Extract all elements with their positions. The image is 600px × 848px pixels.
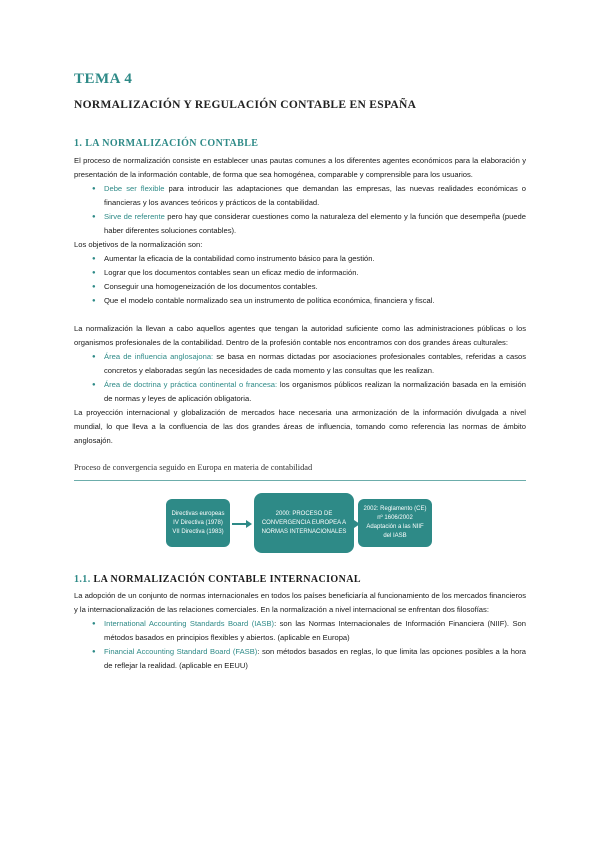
section1-bullets [74, 182, 526, 238]
bullet-term: Financial Accounting Standard Board (FASB) [104, 647, 258, 656]
bullet-term: Sirve de referente [104, 212, 165, 221]
section1-para2: La normalización la llevan a cabo aquellos agentes que tengan la autoridad suficiente como las administraciones públicas o los organismos profesionales de la contabilidad. Dentro de la profesión contable nos encontramos con dos grandes áreas culturales: [74, 324, 526, 347]
areas-list [74, 350, 526, 406]
section-number: 1.1. [74, 574, 91, 585]
convergence-diagram [74, 489, 526, 559]
list-item: ● Aumentar la eficacia de la contabilidad como instrumento básico para la gestión. [104, 252, 526, 266]
list-item [104, 182, 526, 210]
list-item [104, 378, 526, 406]
list-item: ● Conseguir una homogeneización de los documentos contables. [104, 280, 526, 294]
area-term: Área de influencia anglosajona: [104, 352, 214, 361]
section1-para3: La proyección internacional y globalización de mercados hace necesaria una armonización de la información divulgada a nivel mundial, lo que lleva a la confluencia de las dos grandes áreas de influencia, tomando como referencia las normas de ámbito anglosajón. [74, 408, 526, 445]
list-item [104, 350, 526, 378]
list-item [104, 210, 526, 238]
section-title: LA NORMALIZACIÓN CONTABLE INTERNACIONAL [90, 574, 361, 585]
divider [74, 480, 526, 481]
arrow-right-icon [232, 519, 252, 529]
section-heading-1: 1. LA NORMALIZACIÓN CONTABLE [74, 138, 259, 149]
bullet-term: Debe ser flexible [104, 184, 165, 193]
bullet-text: pero hay que considerar cuestiones como la naturaleza del elemento y la función que desempeña (puede haber diferentes soluciones contables). [104, 212, 526, 235]
diagram-caption: Proceso de convergencia seguido en Europa en materia de contabilidad [74, 463, 313, 472]
diagram-box-convergencia: 2000: PROCESO DE CONVERGENCIA EUROPEA A NORMAS INTERNACIONALES [254, 493, 354, 553]
diagram-box-directivas: Directivas europeas IV Directiva (1978) VII Directiva (1983) [166, 499, 230, 547]
bullet-text: : son métodos basados en reglas, lo que limita las opciones posibles a la hora de reflejar la realidad. (aplicable en EEUU) [104, 647, 526, 670]
list-item [104, 645, 526, 673]
bullet-term: International Accounting Standards Board (IASB) [104, 619, 275, 628]
area-text: se basa en normas dictadas por asociaciones profesionales contables, referidas a casos concretos y elaboradas según las necesidades de cada momento y las consultas que les realizan. [104, 352, 527, 375]
diagram-box-reglamento: 2002: Reglamento (CE) nº 1606/2002 Adaptación a las NIIF del IASB [358, 499, 432, 547]
list-item [104, 617, 526, 645]
section-heading-1-1 [74, 573, 526, 587]
list-item: ● Que el modelo contable normalizado sea un instrumento de política económica, financiera y fiscal. [104, 294, 526, 308]
document-subtitle: NORMALIZACIÓN Y REGULACIÓN CONTABLE EN ESPAÑA [74, 99, 417, 111]
objectives-label: Los objetivos de la normalización son: [74, 240, 203, 249]
document-page [74, 70, 526, 673]
list-item: ● Lograr que los documentos contables sean un eficaz medio de información. [104, 266, 526, 280]
objectives-list [74, 252, 526, 308]
section11-intro: La adopción de un conjunto de normas internacionales en todos los países beneficiaría al funcionamiento de los mercados financieros y la internacionalización de las relaciones comerciales. En la normalización a nivel internacional se enfrentan dos filosofías: [74, 591, 526, 614]
area-text: los organismos públicos realizan la normalización basada en la emisión de normas y leyes de aplicación obligatoria. [104, 380, 526, 403]
area-term: Área de doctrina y práctica continental o francesa: [104, 380, 278, 389]
bullet-text: para introducir las adaptaciones que demandan las empresas, las nuevas realidades económicas o financieras y los avances teóricos y prácticos de la contabilidad. [104, 184, 527, 207]
tema-title: TEMA 4 [74, 71, 133, 87]
bullet-text: : son las Normas Internacionales de Información Financiera (NIIF). Son métodos basados en principios flexibles y abiertos. (aplicable en Europa) [104, 619, 526, 642]
section11-bullets [74, 617, 526, 673]
section1-intro: El proceso de normalización consiste en establecer unas pautas comunes a los diferentes agentes económicos para la elaboración y presentación de la información contable, de forma que sea homogénea, comparable y comprensible para los usuarios. [74, 156, 526, 179]
